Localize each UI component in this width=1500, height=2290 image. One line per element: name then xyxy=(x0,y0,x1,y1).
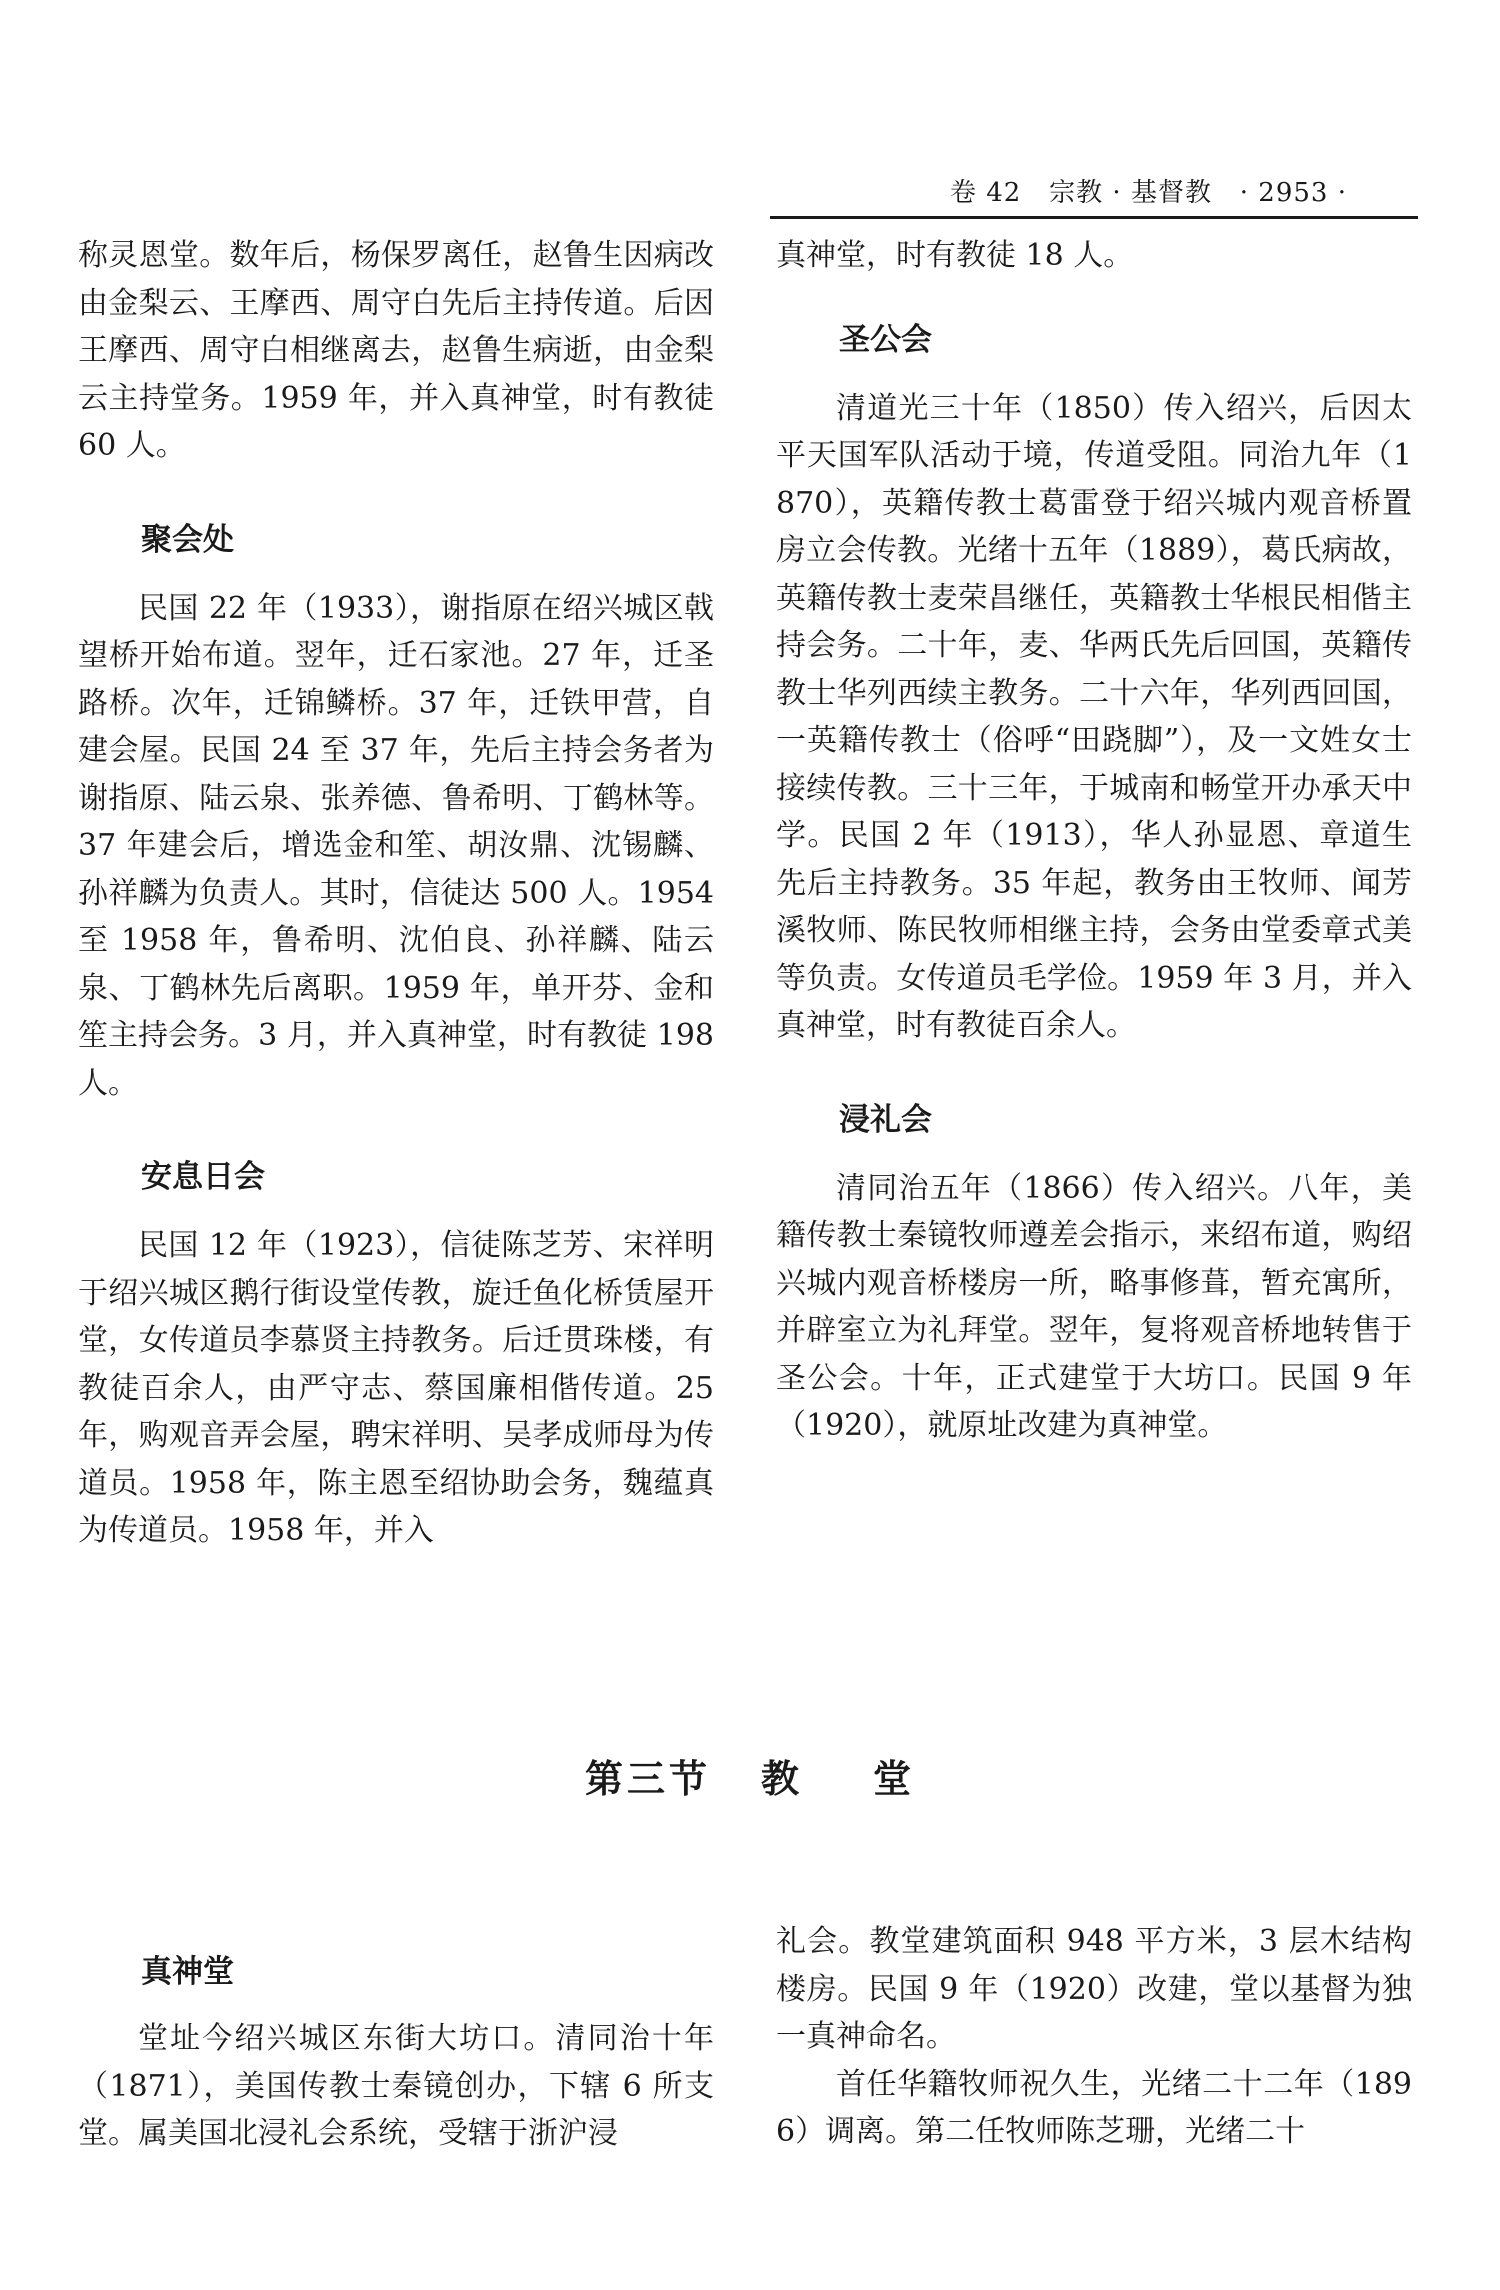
chapter-heading xyxy=(0,1748,1500,1803)
paragraph-zhenshentang: 堂址今绍兴城区东街大坊口。清同治十年（1871），美国传教士秦镜创办，下辖 6 所支堂。属美国北浸礼会系统，受辖于浙沪浸 xyxy=(78,2021,714,2151)
page-header xyxy=(950,172,1410,209)
paragraph-jinlihui: 清同治五年（1866）传入绍兴。八年，美籍传教士秦镜牧师遵差会指示，来绍布道，购绍兴城内观音桥楼房一所，略事修葺，暂充寓所，并辟室立为礼拜堂。翌年，复将观音桥地转售于圣公会。十年，正式建堂于大坊口。民国 9 年（1920），就原址改建为真神堂。 xyxy=(776,1170,1412,1443)
chapter-title-char-1: 教 xyxy=(760,1757,803,1801)
header-rule xyxy=(770,216,1418,219)
bottom-right-column xyxy=(776,1918,1412,2156)
header-volume: 卷 42 xyxy=(950,178,1022,208)
section-title-anxirihui: 安息日会 xyxy=(141,1159,265,1195)
paragraph-anxirihui: 民国 12 年（1923），信徒陈芝芳、宋祥明于绍兴城区鹅行街设堂传教，旋迁鱼化桥赁屋开堂，女传道员李慕贤主持教务。后迁贯珠楼，有教徒百余人，由严守志、蔡国廉相偕传道。25 年，购观音弄会屋，聘宋祥明、吴孝成师母为传道员。1958 年，陈主恩至绍协助会务，魏蕴真为传道员。1958 年，并入 xyxy=(78,1228,714,1548)
section-title-shenggonghui: 圣公会 xyxy=(839,321,932,358)
paragraph-shenggonghui: 清道光三十年（1850）传入绍兴，后因太平天国军队活动于境，传道受阻。同治九年（1870），英籍传教士葛雷登于绍兴城内观音桥置房立会传教。光绪十五年（1889），葛氏病故，英籍传教士麦荣昌继任，英籍教士华根民相偕主持会务。二十年，麦、华两氏先后回国，英籍传教士华列西续主教务。二十六年，华列西回国，一英籍传教士（俗呼“田跷脚”），及一文姓女士接续传教。三十三年，于城南和畅堂开办承天中学。民国 2 年（1913），华人孙显恩、章道生先后主持教务。35 年起，教务由王牧师、闻芳溪牧师、陈民牧师相继主持，会务由堂委章式美等负责。女传道员毛学俭。1959 年 3 月，并入真神堂，时有教徒百余人。 xyxy=(776,390,1412,1043)
left-column xyxy=(78,232,714,1555)
paragraph-zhenshentang-pastors: 首任华籍牧师祝久生，光绪二十二年（1896）调离。第二任牧师陈芝珊，光绪二十 xyxy=(776,2066,1412,2149)
header-section: 宗教 · 基督教 xyxy=(1049,178,1212,208)
paragraph-lingentang-continued: 称灵恩堂。数年后，杨保罗离任，赵鲁生因病改由金梨云、王摩西、周守白先后主持传道。后因王摩西、周守白相继离去，赵鲁生病逝，由金梨云主持堂务。1959 年，并入真神堂，时有教徒 60 人。 xyxy=(78,238,714,463)
paragraph-juhuichu: 民国 22 年（1933），谢指原在绍兴城区戟望桥开始布道。翌年，迁石家池。27 年，迁圣路桥。次年，迁锦鳞桥。37 年，迁铁甲营，自建会屋。民国 24 至 37 年，先后主持会务者为谢指原、陆云泉、张养德、鲁希明、丁鹤林等。37 年建会后，增选金和笙、胡汝鼎、沈锡麟、孙祥麟为负责人。其时，信徒达 500 人。1954 至 1958 年，鲁希明、沈伯良、孙祥麟、陆云泉、丁鹤林先后离职。1959 年，单开芬、金和笙主持会务。3 月，并入真神堂，时有教徒 198 人。 xyxy=(78,590,714,1101)
header-page-number: · 2953 · xyxy=(1239,178,1347,208)
chapter-number: 第三节 xyxy=(584,1757,711,1801)
right-column xyxy=(776,232,1412,1450)
section-title-juhuichu: 聚会处 xyxy=(141,521,234,558)
section-title-zhenshentang: 真神堂 xyxy=(141,1954,234,1990)
paragraph-anxirihui-continued: 真神堂，时有教徒 18 人。 xyxy=(776,238,1134,273)
paragraph-zhenshentang-continued: 礼会。教堂建筑面积 948 平方米，3 层木结构楼房。民国 9 年（1920）改建，堂以基督为独一真神命名。 xyxy=(776,1924,1412,2054)
chapter-title-char-2: 堂 xyxy=(873,1757,916,1801)
bottom-left-column xyxy=(78,1946,714,2158)
section-title-jinlihui: 浸礼会 xyxy=(839,1101,932,1138)
